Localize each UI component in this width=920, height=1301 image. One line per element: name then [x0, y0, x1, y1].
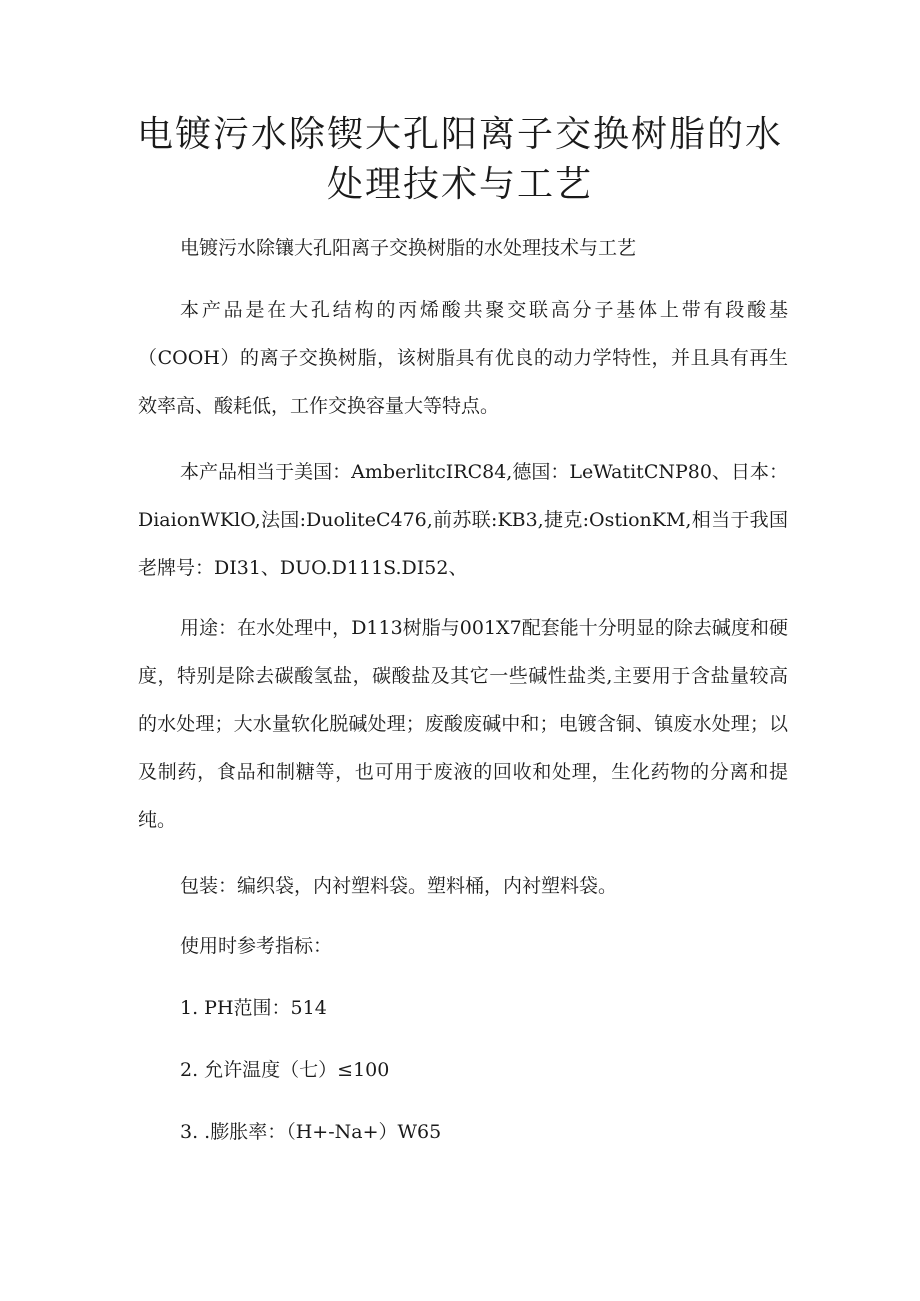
paragraph-equivalents: 本产品相当于美国：AmberlitcIRC84,德国：LeWatitCNP80、日本：DiaionWKlO,法国:DuoliteC476,前苏联:KB3,捷克:OstionKM,相当于我国老牌号：DI31、DUO.D111S.DI52、	[138, 461, 788, 579]
paragraph-packaging: 包装：编织袋，内衬塑料袋。塑料桶，内衬塑料袋。	[180, 875, 618, 897]
list-item-temperature: 2. 允许温度（七）≤100	[180, 1059, 390, 1081]
document-title: 电镀污水除锲大孔阳离子交换树脂的水处理技术与工艺	[136, 114, 783, 205]
paragraph-description: 本产品是在大孔结构的丙烯酸共聚交联高分子基体上带有段酸基（COOH）的离子交换树脂，该树脂具有优良的动力学特性，并且具有再生效率高、酸耗低，工作交换容量大等特点。	[138, 299, 788, 417]
list-item-expansion-rate: 3. .膨胀率：（H+-Na+）W65	[180, 1121, 442, 1143]
paragraph-usage: 用途：在水处理中，D113树脂与001X7配套能十分明显的除去碱度和硬度，特别是除去碳酸氢盐，碳酸盐及其它一些碱性盐类,主要用于含盐量较高的水处理；大水量软化脱碱处理；废酸废碱中和；电镀含铜、镇废水处理；以及制药，食品和制糖等，也可用于废液的回收和处理，生化药物的分离和提纯。	[138, 617, 788, 831]
paragraph-reference-heading: 使用时参考指标：	[180, 935, 333, 957]
document-subtitle: 电镀污水除镶大孔阳离子交换树脂的水处理技术与工艺	[180, 237, 637, 259]
list-item-ph-range: 1. PH范围：514	[180, 997, 327, 1019]
